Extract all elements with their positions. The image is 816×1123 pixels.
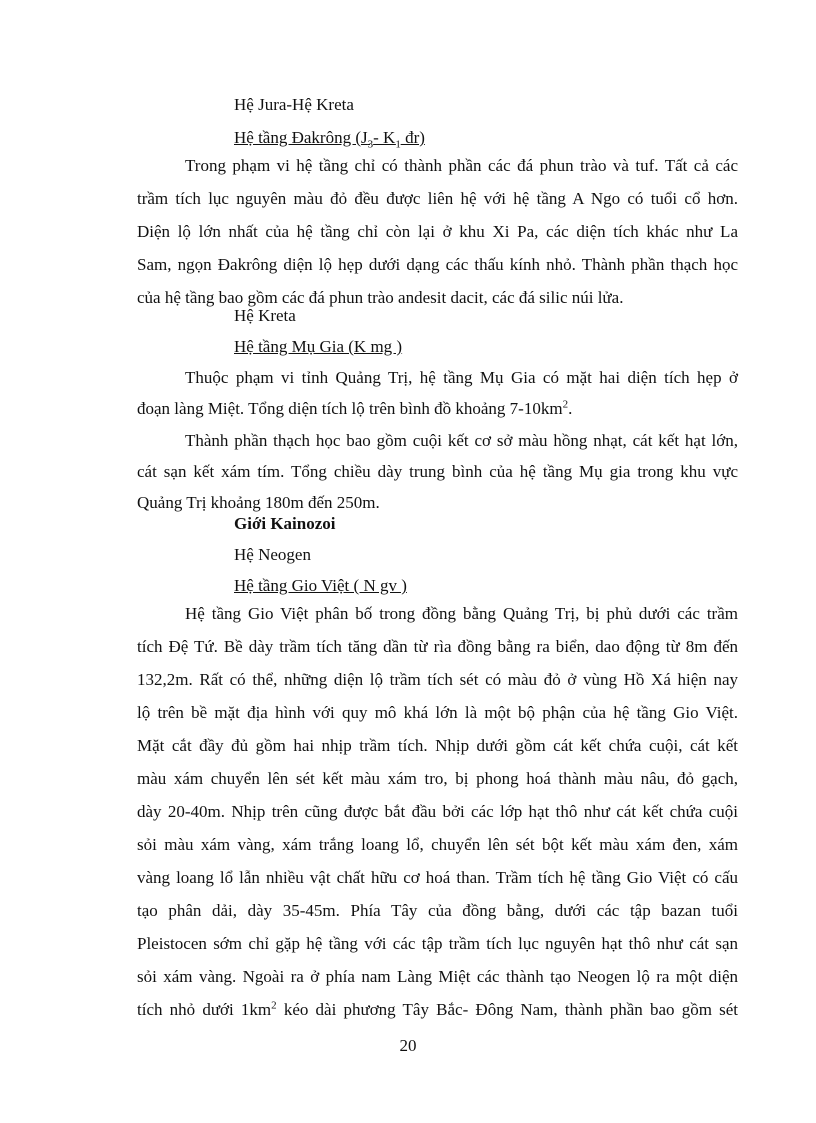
paragraph-line: Diện lộ lớn nhất của hệ tầng chỉ còn lại ở khu Xi Pa, các diện tích khác như La [137,222,738,241]
paragraph-line: lộ trên bề mặt địa hình với quy mô khá lớn là một bộ phận của hệ tầng Gio Việt. [137,703,738,722]
system-heading-jura-kreta: Hệ Jura-Hệ Kreta [234,95,354,114]
paragraph-line: Thành phần thạch học bao gồm cuội kết cơ sở màu hồng nhạt, cát kết hạt lớn, [185,431,738,450]
paragraph-line: sỏi xám vàng. Ngoài ra ở phía nam Làng Miệt các thành tạo Neogen lộ ra một diện [137,967,738,986]
paragraph-line: 132,2m. Rất có thể, những diện lộ trầm tích sét có màu đỏ ở vùng Hồ Xá hiện nay [137,670,738,689]
paragraph-line: tạo phân dải, dày 35-45m. Phía Tây của đồng bằng, dưới các tập bazan tuổi [137,901,738,920]
paragraph-line: dày 20-40m. Nhịp trên cũng được bắt đầu bởi các lớp hạt thô như cát kết chứa cuội [137,802,738,821]
paragraph-line: đoạn làng Miệt. Tổng diện tích lộ trên bình đồ khoảng $7-10km^2$. [137,398,573,418]
formation-heading-dakrong: Hệ tầng Đakrông ($J_3-$ $K_1$ đr) [234,128,425,151]
paragraph-line: Quảng Trị khoảng 180m đến 250m. [137,493,380,512]
formation-heading-gioviet: Hệ tầng Gio Việt ( N gv ) [234,576,407,595]
paragraph-line: Hệ tầng Gio Việt phân bố trong đồng bằng Quảng Trị, bị phủ dưới các trầm [185,604,738,623]
paragraph-line: Trong phạm vi hệ tầng chỉ có thành phần các đá phun trào và tuf. Tất cả các [185,156,738,175]
paragraph-line: Mặt cắt đầy đủ gồm hai nhịp trầm tích. Nhịp dưới gồm cát kết chứa cuội, cát kết [137,736,738,755]
system-heading-neogen: Hệ Neogen [234,545,311,564]
paragraph-line: Sam, ngọn Đakrông diện lộ hẹp dưới dạng các thấu kính nhỏ. Thành phần thạch học [137,255,738,274]
paragraph-line: tích Đệ Tứ. Bề dày trầm tích tăng dần từ rìa đồng bằng ra biển, dao động từ 8m đến [137,637,738,656]
paragraph-line: Pleistocen sớm chỉ gặp hệ tầng với các tập trầm tích lục nguyên hạt thô như cát sạn [137,934,738,953]
paragraph-line: cát sạn kết xám tím. Tổng chiều dày trung bình của hệ tầng Mụ gia trong khu vực [137,462,738,481]
formation-heading-mugia: Hệ tầng Mụ Gia (K mg ) [234,337,403,356]
paragraph-line: màu xám chuyển lên sét kết màu xám tro, bị phong hoá thành màu nâu, đỏ gạch, [137,769,738,788]
paragraph-line: sỏi màu xám vàng, xám trắng loang lổ, chuyển lên sét bột kết màu xám đen, xám [137,835,738,854]
paragraph-line: của hệ tầng bao gồm các đá phun trào andesit dacit, các đá silic núi lửa. [137,288,624,307]
page-number: 20 [399,1036,417,1055]
paragraph-line: trầm tích lục nguyên màu đỏ đều được liên hệ với hệ tầng A Ngo có tuổi cổ hơn. [137,189,738,208]
era-heading-kainozoi: Giới Kainozoi [234,514,336,533]
system-heading-kreta: Hệ Kreta [234,306,296,325]
paragraph-line: vàng loang lổ lẫn nhiều vật chất hữu cơ hoá than. Trầm tích hệ tầng Gio Việt có cấu [137,868,738,887]
paragraph-line: tích nhỏ dưới $1km^2$ kéo dài phương Tây Bắc- Đông Nam, thành phần bao gồm sét [137,999,738,1019]
paragraph-line: Thuộc phạm vi tỉnh Quảng Trị, hệ tầng Mụ Gia có mặt hai diện tích hẹp ở [185,368,738,387]
